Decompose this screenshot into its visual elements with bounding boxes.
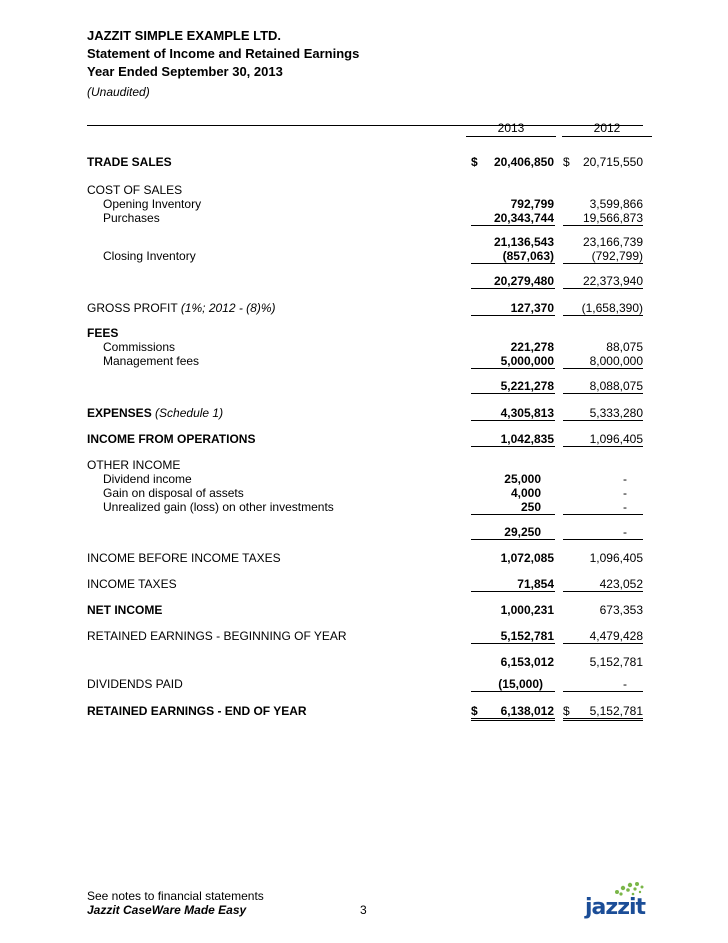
- value-2013: 5,152,781: [471, 629, 555, 644]
- row-label: INCOME FROM OPERATIONS: [87, 432, 256, 446]
- row-opening-inventory: [0, 197, 728, 211]
- value-2013: $ 20,406,850: [471, 155, 554, 169]
- logo-dots-icon: [609, 880, 645, 896]
- row-label: Purchases: [103, 211, 160, 225]
- row-label: DIVIDENDS PAID: [87, 677, 183, 691]
- column-header-2012: 2012: [562, 121, 652, 137]
- row-cos-subtotal: [0, 235, 728, 249]
- row-label: Opening Inventory: [103, 197, 202, 211]
- value-2013: 25,000: [504, 472, 541, 486]
- row-label: GROSS PROFIT (1%; 2012 - (8)%): [87, 301, 276, 315]
- row-cost-of-sales: [0, 183, 728, 197]
- row-commissions: [0, 340, 728, 354]
- row-other-income-total: [0, 525, 728, 539]
- row-label: Dividend income: [103, 472, 192, 486]
- statement-period: Year Ended September 30, 2013: [87, 64, 283, 79]
- row-label: COST OF SALES: [87, 183, 183, 197]
- value-2013: 20,343,744: [471, 211, 555, 226]
- row-retained-earnings-subtotal: [0, 655, 728, 669]
- value-2012: 22,373,940: [563, 274, 643, 289]
- value-2013: 792,799: [510, 197, 554, 211]
- value-2013: 1,042,835: [471, 432, 555, 447]
- value-2012: (792,799): [563, 249, 643, 264]
- row-dividend-income: [0, 472, 728, 486]
- gross-profit-note: (1%; 2012 - (8)%): [180, 301, 276, 315]
- row-label: FEES: [87, 326, 119, 340]
- value-2013: 29,250: [471, 525, 555, 540]
- row-retained-earnings-end: [0, 704, 728, 718]
- value-2012: 1,096,405: [563, 432, 643, 447]
- row-net-income: [0, 603, 728, 617]
- row-cos-total: [0, 274, 728, 288]
- row-income-before-taxes: [0, 551, 728, 565]
- value-2012: 8,000,000: [563, 354, 643, 369]
- row-management-fees: [0, 354, 728, 368]
- row-label: Commissions: [103, 340, 176, 354]
- row-income-taxes: [0, 577, 728, 591]
- row-expenses: [0, 406, 728, 420]
- value-2013: $ 6,138,012: [471, 704, 555, 721]
- row-label: OTHER INCOME: [87, 458, 181, 472]
- value-2012: -: [563, 677, 643, 692]
- value-2012: -: [623, 472, 627, 486]
- page-number: 3: [360, 903, 367, 917]
- value-2012: 88,075: [606, 340, 643, 354]
- value-2012: 673,353: [599, 603, 643, 617]
- value-2012: 423,052: [563, 577, 643, 592]
- value-2012: 5,333,280: [563, 406, 643, 421]
- row-label: TRADE SALES: [87, 155, 172, 169]
- row-purchases: [0, 211, 728, 225]
- value-2012: -: [623, 486, 627, 500]
- expenses-note: (Schedule 1): [155, 406, 224, 420]
- jazzit-logo: [585, 880, 645, 920]
- value-2013: 127,370: [471, 301, 555, 316]
- row-label: Management fees: [103, 354, 200, 368]
- column-header-2013: 2013: [466, 121, 556, 137]
- footer-tagline: Jazzit CaseWare Made Easy: [87, 903, 247, 917]
- value-2013: (857,063): [471, 249, 555, 264]
- row-trade-sales: [0, 155, 728, 169]
- row-other-income: [0, 458, 728, 472]
- row-dividends-paid: [0, 677, 728, 691]
- value-2013: 4,000: [510, 486, 541, 500]
- row-label: NET INCOME: [87, 603, 163, 617]
- row-gain-on-disposal: [0, 486, 728, 500]
- audit-status: (Unaudited): [87, 85, 150, 99]
- value-2012: 19,566,873: [563, 211, 643, 226]
- value-2013: 221,278: [510, 340, 554, 354]
- row-label: Unrealized gain (loss) on other investments: [103, 500, 334, 514]
- row-closing-inventory: [0, 249, 728, 263]
- value-2013: (15,000): [471, 677, 555, 692]
- value-2012: 1,096,405: [589, 551, 643, 565]
- row-fees-total: [0, 379, 728, 393]
- row-label: EXPENSES (Schedule 1): [87, 406, 224, 420]
- value-2013: 21,136,543: [493, 235, 554, 249]
- row-fees: [0, 326, 728, 340]
- value-2012: 3,599,866: [589, 197, 643, 211]
- value-2013: 6,153,012: [500, 655, 554, 669]
- row-income-from-operations: [0, 432, 728, 446]
- value-2012: 4,479,428: [563, 629, 643, 644]
- row-label: RETAINED EARNINGS - END OF YEAR: [87, 704, 307, 718]
- company-name: JAZZIT SIMPLE EXAMPLE LTD.: [87, 28, 282, 43]
- row-label: Closing Inventory: [103, 249, 196, 263]
- value-2013: 1,000,231: [500, 603, 554, 617]
- row-label: INCOME TAXES: [87, 577, 177, 591]
- footer-notes: See notes to financial statements: [87, 889, 264, 903]
- value-2013: 4,305,813: [471, 406, 555, 421]
- value-2013: 5,221,278: [471, 379, 555, 394]
- value-2013: 20,279,480: [471, 274, 555, 289]
- value-2012: 23,166,739: [582, 235, 643, 249]
- statement-title: Statement of Income and Retained Earnings: [87, 46, 360, 61]
- value-2012: $ 5,152,781: [563, 704, 643, 721]
- row-label: INCOME BEFORE INCOME TAXES: [87, 551, 281, 565]
- value-2012: 5,152,781: [589, 655, 643, 669]
- value-2013: 250: [471, 500, 555, 515]
- row-gross-profit: [0, 301, 728, 315]
- value-2012: $ 20,715,550: [563, 155, 643, 169]
- value-2012: -: [563, 525, 643, 540]
- value-2013: 71,854: [471, 577, 555, 592]
- value-2012: -: [563, 500, 643, 515]
- value-2012: 8,088,075: [563, 379, 643, 394]
- logo-wordmark: jazzit: [585, 895, 646, 920]
- value-2012: (1,658,390): [563, 301, 643, 316]
- value-2013: 5,000,000: [471, 354, 555, 369]
- row-unrealized-gain: [0, 500, 728, 514]
- value-2013: 1,072,085: [500, 551, 554, 565]
- row-label: Gain on disposal of assets: [103, 486, 244, 500]
- row-retained-earnings-beginning: [0, 629, 728, 643]
- row-label: RETAINED EARNINGS - BEGINNING OF YEAR: [87, 629, 347, 643]
